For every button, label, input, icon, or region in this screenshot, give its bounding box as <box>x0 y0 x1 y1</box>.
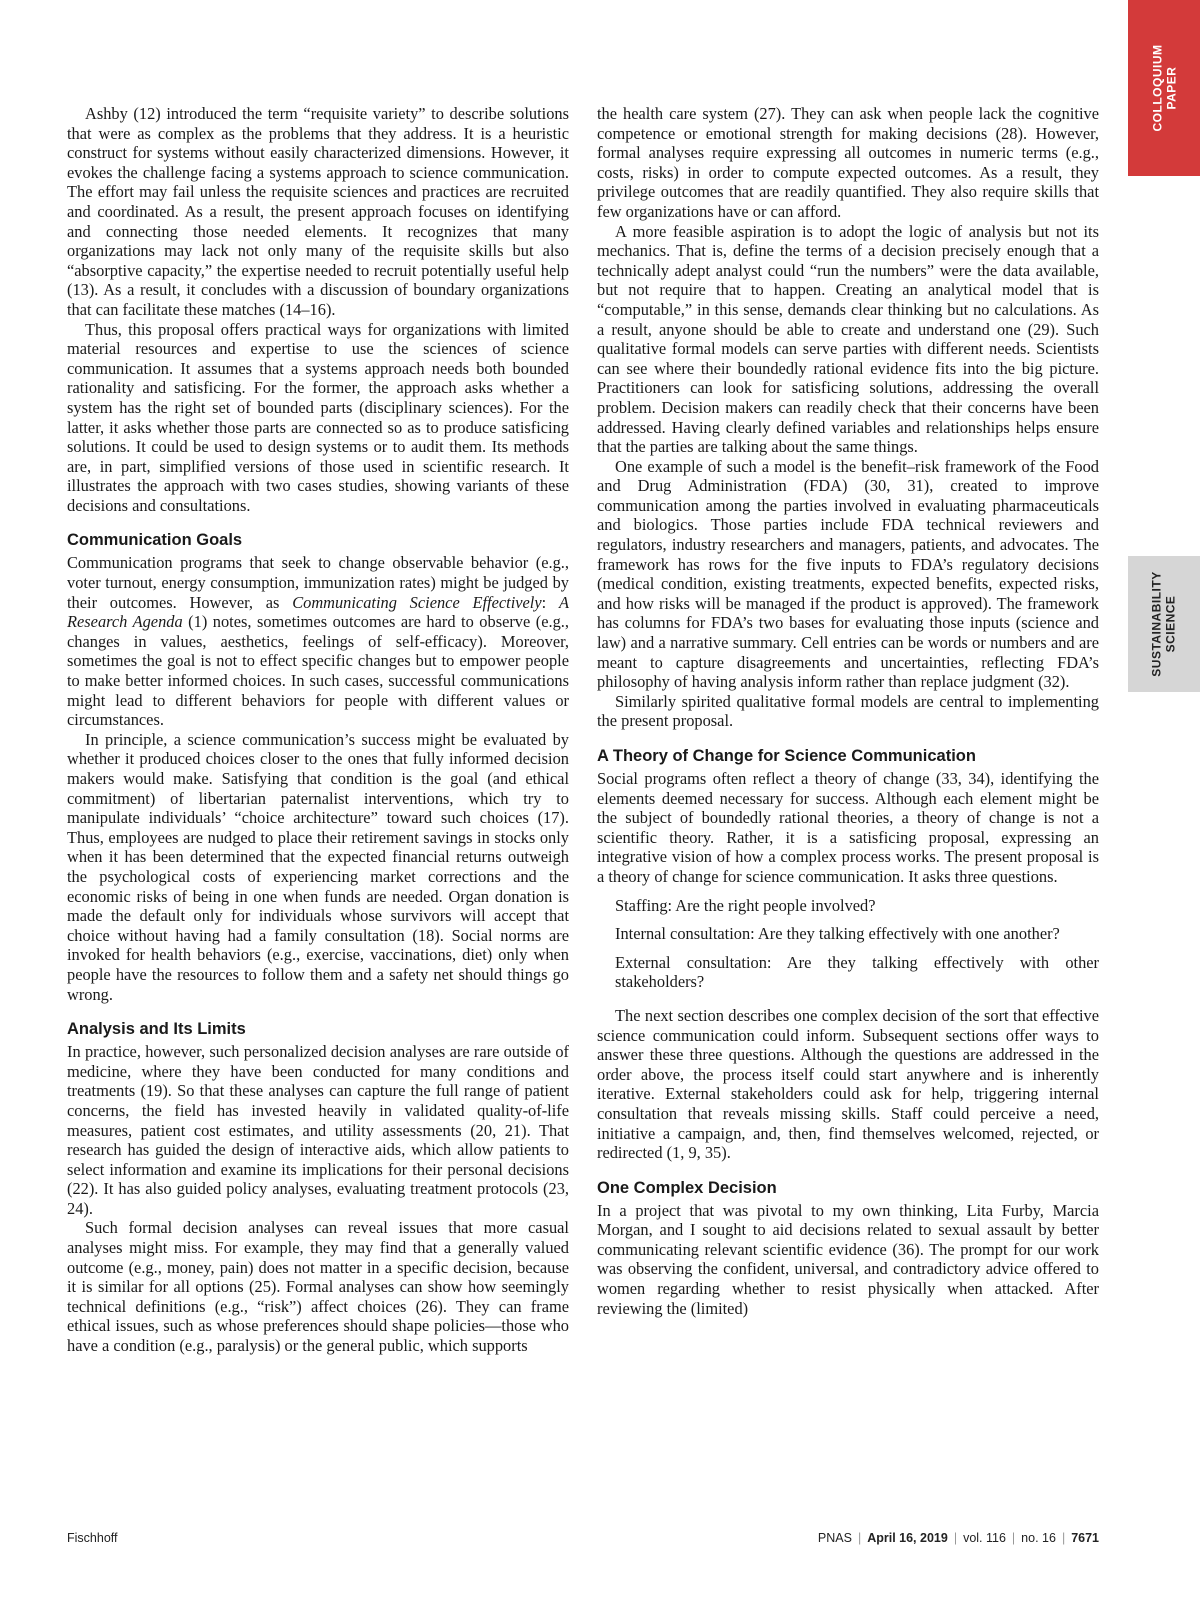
separator: | <box>1011 1531 1016 1545</box>
separator: | <box>1061 1531 1066 1545</box>
paragraph: A more feasible aspiration is to adopt the logic of analysis but not its mechanics. That is, define the terms of a decision precisely enough that a technically adept analyst could “run the numbers” were the data available, but not require that to happen. Creating an analytical model that is “computable,” in this sense, demands clear thinking but no calculations. As a result, anyone should be able to create and understand one (29). Such qualitative formal models can serve parties with different needs. Scientists can see where their boundedly rational evidence fits into the big picture. Practitioners can look for satisficing solutions, addressing the overall problem. Decision makers can readily check that their concerns have been addressed. Having clearly defined variables and relationships helps ensure that the parties are talking about the same things. <box>597 221 1099 457</box>
footer-author: Fischhoff <box>67 1531 118 1545</box>
text-run: (1) notes, sometimes outcomes are hard to observe (e.g., changes in values, aesthetics, feelings of self-efficacy). Moreover, sometimes the goal is not to effect specific changes but to empower people to make better informed choices. In such cases, successful communications might lead to different behaviors for people with different values or circumstances. <box>67 612 569 730</box>
colloquium-paper-tab <box>1128 0 1200 176</box>
tab-line: PAPER <box>1164 66 1178 110</box>
question-external-consultation: External consultation: Are they talking effectively with other stakeholders? <box>615 952 1099 992</box>
text-run: : <box>541 592 559 612</box>
footer-journal: PNAS <box>817 1531 852 1545</box>
separator: | <box>953 1531 958 1545</box>
paragraph: One example of such a model is the benefit–risk framework of the Food and Drug Administration (FDA) (30, 31), created to improve communication among the parties involved in evaluating pharmaceuticals and biologics. Those parties include FDA technical reviewers and regulators, industry researchers and managers, patients, and advocates. The framework has rows for the five inputs to FDA’s regulatory decisions (medical condition, existing treatments, expected benefits, expected risks, and how risks will be managed if the product is approved). The framework has columns for FDA’s two bases for evaluating those inputs (science and law) and a narrative summary. Cell entries can be words or numbers and are meant to capture disagreements and uncertainties, reflecting FDA’s philosophy of having analysis inform rather than replace judgment (32). <box>597 456 1099 692</box>
paragraph: Social programs often reflect a theory of change (33, 34), identifying the elements deemed necessary for success. Although each element might be the subject of boundedly rational theories, a theory of change is not a scientific theory. Rather, it is a satisficing proposal, expressing an integrative vision of how a complex process works. The present proposal is a theory of change for science communication. It asks three questions. <box>597 769 1099 886</box>
page-footer <box>67 1531 1099 1551</box>
book-subtitle: A Research Agenda <box>67 592 569 632</box>
paragraph: In a project that was pivotal to my own thinking, Lita Furby, Marcia Morgan, and I sought to aid decisions related to sexual assault by better communicating relevant scientific evidence (36). The prompt for our work was observing the confident, universal, and contradictory advice offered to women regarding whether to resist physically when attacked. After reviewing the (limited) <box>597 1200 1099 1318</box>
footer-volume: vol. 116 <box>963 1531 1006 1545</box>
paragraph: Ashby (12) introduced the term “requisite variety” to describe solutions that were as complex as the problems that they address. It is a heuristic construct for systems without easily characterized dimensions. However, it evokes the challenge facing a systems approach to science communication. The effort may fail unless the requisite sciences and practices are recruited and coordinated. As a result, the present approach focuses on identifying and connecting those needed elements. It recognizes that many organizations may lack not only many of the requisite skills but also “absorptive capacity,” the expertise needed to recruit potentially useful help (13). As a result, it concludes with a discussion of boundary organizations that can facilitate these matches (14–16). <box>67 104 569 319</box>
paragraph: Such formal decision analyses can reveal issues that more casual analyses might miss. For example, they may find that a generally valued outcome (e.g., money, pain) does not matter in a specific decision, because it is similar for all options (25). Formal analyses can show how seemingly technical definitions (e.g., “risk”) affect choices (26). They can frame ethical issues, such as whose preferences should shape policies—those who have a condition (e.g., paralysis) or the general public, which supports <box>67 1218 569 1356</box>
paragraph: Thus, this proposal offers practical ways for organizations with limited material resources and expertise to use the sciences of science communication. It assumes that a systems approach needs both bounded rationality and satisficing. For the former, the approach asks whether a system has the right set of bounded parts (disciplinary sciences). For the latter, it asks whether those parts are connected so as to produce satisficing solutions. It could be used to design systems or to audit them. Its methods are, in part, simplified versions of those used in scientific research. It illustrates the approach with two cases studies, showing variants of these decisions and consultations. <box>67 319 569 515</box>
book-title: Communicating Science Effectively <box>292 592 542 612</box>
footer-citation <box>818 1531 1099 1545</box>
sustainability-science-label <box>1150 571 1178 676</box>
paragraph: The next section describes one complex decision of the sort that effective science communication could inform. Subsequent sections offer ways to answer these three questions. Although the questions are addressed in the order above, the process itself could start anywhere and is inherently iterative. External stakeholders could ask for help, triggering internal consultation that reveals missing skills. Staff could perceive a need, initiative a campaign, and, then, find themselves welcomed, rejected, or redirected (1, 9, 35). <box>597 1005 1099 1163</box>
section-heading-one-complex-decision: One Complex Decision <box>597 1178 777 1197</box>
colloquium-paper-label <box>1150 45 1178 132</box>
right-column <box>597 104 1099 1318</box>
tab-line: COLLOQUIUM <box>1150 44 1164 132</box>
section-heading-analysis-limits: Analysis and Its Limits <box>67 1020 246 1039</box>
left-column <box>67 104 569 1356</box>
paragraph: Similarly spirited qualitative formal models are central to implementing the present proposal. <box>597 691 1099 731</box>
section-heading-theory-of-change: A Theory of Change for Science Communication <box>597 747 976 765</box>
text-run: Communication programs that seek to change observable behavior (e.g., voter turnout, energy consumption, immunization rates) might be judged by their outcomes. However, as <box>67 553 569 612</box>
question-staffing: Staffing: Are the right people involved? <box>615 895 876 915</box>
paragraph: In practice, however, such personalized decision analyses are rare outside of medicine, where they have been conducted for many conditions and treatments (19). So that these analyses can capture the full range of patient concerns, the field has invested heavily in validated quality-of-life measures, patient cost estimates, and utility assessments (20, 21). That research has guided the design of interactive aids, which allow patients to select information and examine its implications for their personal decisions (22). It has also guided policy analyses, evaluating treatment protocols (23, 24). <box>67 1042 569 1218</box>
footer-date: April 16, 2019 <box>867 1531 948 1545</box>
paragraph <box>67 553 569 729</box>
separator: | <box>857 1531 862 1545</box>
paragraph: In principle, a science communication’s success might be evaluated by whether it produced choices closer to the ones that fully informed decision makers would make. Satisfying that condition is the goal (and ethical commitment) of libertarian paternalist interventions, which try to manipulate individuals’ “choice architecture” toward such choices (17). Thus, employees are nudged to place their retirement savings in stocks only when it has been determined that the expected financial returns outweigh the psychological costs of experiencing market corrections and the economic risks of being in one when funds are needed. Organ donation is made the default only for individuals whose survivors will accept that choice without having had a family consultation (18). Social norms are invoked for health behaviors (e.g., exercise, vaccinations, diet) only when people have the resources to follow them and a safety net should things go wrong. <box>67 729 569 1004</box>
tab-line: SCIENCE <box>1164 595 1179 653</box>
footer-issue: no. 16 <box>1021 1531 1056 1545</box>
sustainability-science-tab <box>1128 556 1200 692</box>
tab-line: SUSTAINABILITY <box>1150 571 1165 677</box>
question-internal-consultation: Internal consultation: Are they talking effectively with one another? <box>615 924 1060 944</box>
section-heading-communication-goals: Communication Goals <box>67 531 243 550</box>
paragraph: the health care system (27). They can ask when people lack the cognitive competence or emotional strength for making decisions (28). However, formal analyses require expressing all outcomes in numeric terms (e.g., costs, risks) in order to compute expected outcomes. As a result, they privilege outcomes that are readily quantified. They also require skills that few organizations have or can afford. <box>597 104 1099 221</box>
footer-page-number: 7671 <box>1071 1531 1099 1545</box>
